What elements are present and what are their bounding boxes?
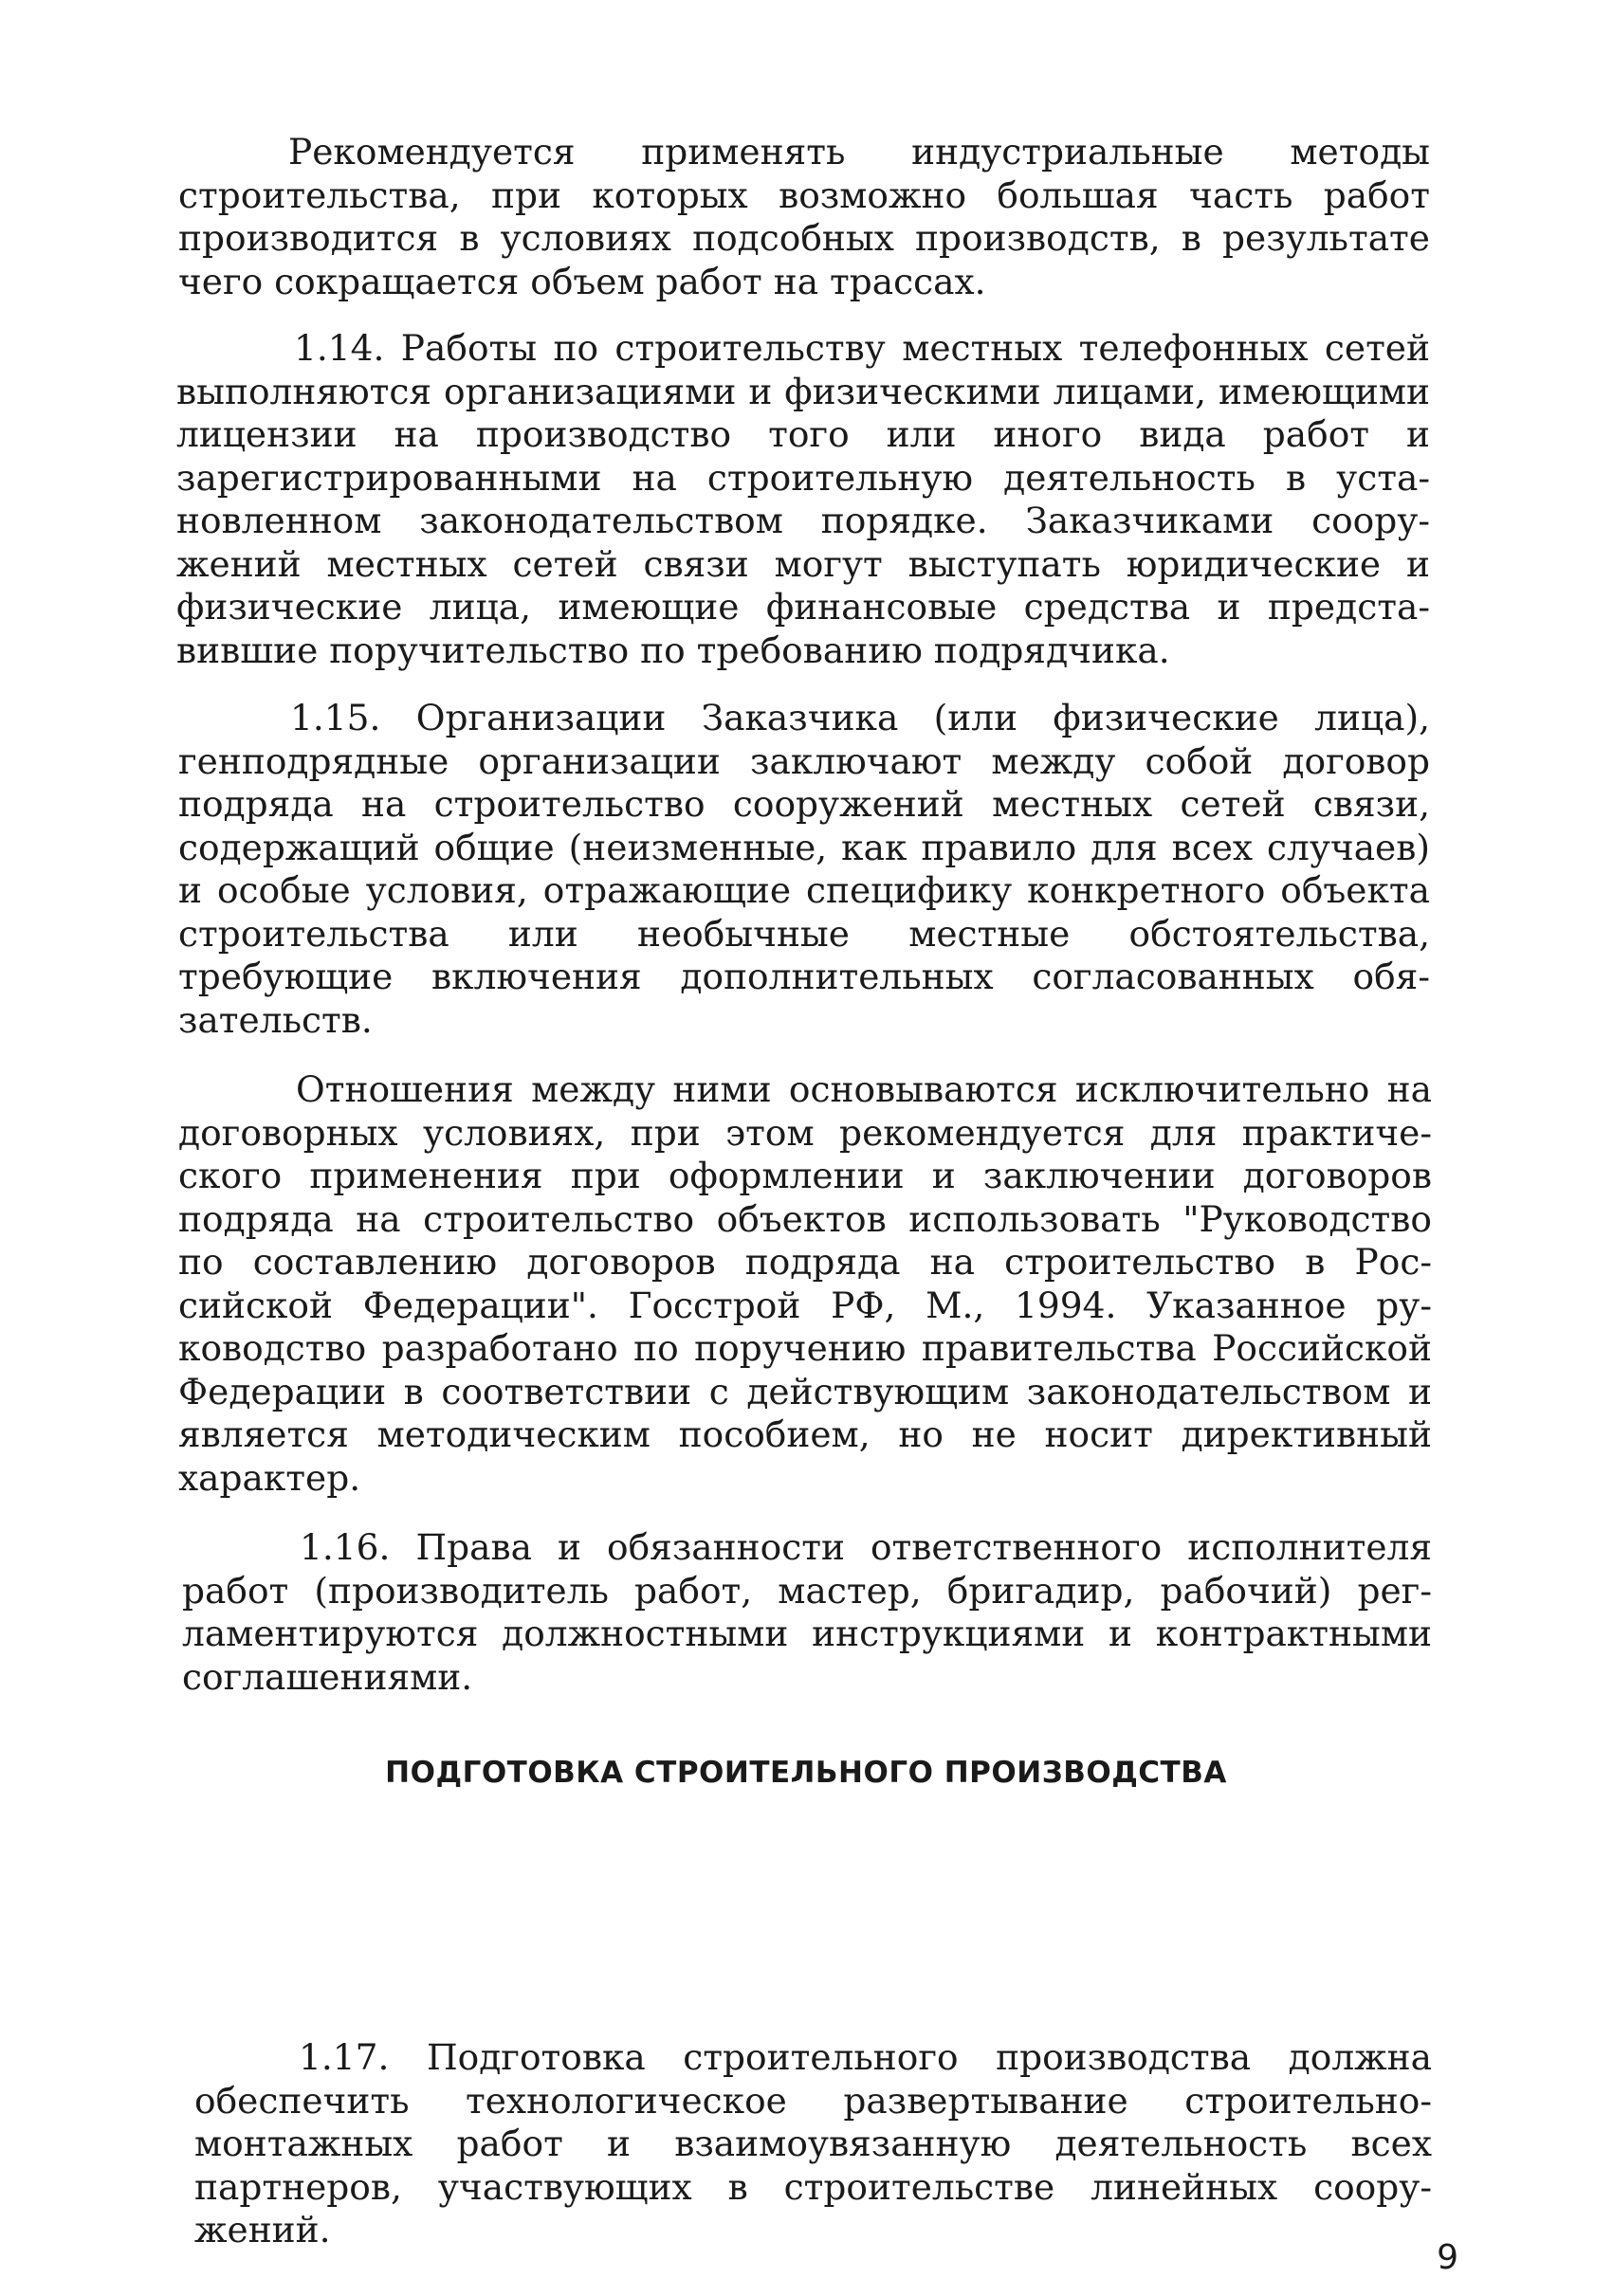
- paragraph-industrial-methods: Рекомендуется применять индустриальные методы строительства, при которых возможно большая часть работ производится в условиях подсобных производств, в результате чего сокращается объем работ на трассах.: [178, 131, 1430, 302]
- paragraph-contract-relations: Отношения между ними основываются исключительно на договорных условиях, при этом рекомендуется для практического применения при оформлении и заключении договоров подряда на строительство объектов использовать "Руководство по составлению договоров подряда на строительство в Российской Федерации". Госстрой РФ, М., 1994. Указанное руководство разработано по поручению правительства Российской Федерации в соответствии с действующим законодательством и является методическим пособием, но не носит директивный характер.: [178, 1068, 1432, 1499]
- page-number: 9: [1437, 2238, 1458, 2277]
- section-heading: ПОДГОТОВКА СТРОИТЕЛЬНОГО ПРОИЗВОДСТВА: [385, 1756, 1227, 1790]
- paragraph-1-16: 1.16. Права и обязанности ответственного исполнителя работ (производитель работ, мастер, бригадир, рабочий) регламентируются должностными инструкциями и контрактными соглашениями.: [182, 1526, 1432, 1698]
- paragraph-1-14: 1.14. Работы по строительству местных телефонных сетей выполняются организациями и физическими лицами, имеющими лицензии на производство того или иного вида работ и зарегистрированными на строительную деятельность в установленном законодательством порядке. Заказчиками сооружений местных сетей связи могут выступать юридические и физические лица, имеющие финансовые средства и представившие поручительство по требованию подрядчика.: [176, 327, 1430, 671]
- paragraph-1-15: 1.15. Организации Заказчика (или физические лица), генподрядные организации заключают между собой договор подряда на строительство сооружений местных сетей связи, содержащий общие (неизменные, как правило для всех случаев) и особые условия, отражающие специфику конкретного объекта строительства или необычные местные обстоятельства, требующие включения дополнительных согласованных обязательств.: [178, 697, 1430, 1041]
- paragraph-1-17: 1.17. Подготовка строительного производства должна обеспечить технологическое развертывание строительномонтажных работ и взаимоувязанную деятельность всех партнеров, участвующих в строительстве линейных сооружений.: [194, 2036, 1432, 2250]
